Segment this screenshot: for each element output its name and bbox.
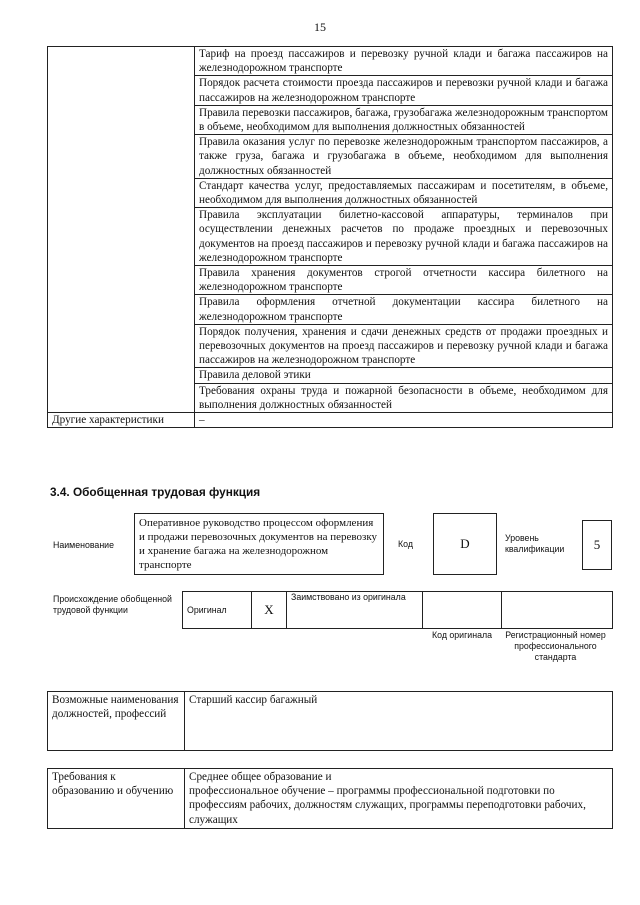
education-table — [47, 768, 613, 829]
name-label: Наименование — [53, 540, 114, 550]
requirement-cell: Правила эксплуатации билетно-кассовой аппаратуры, терминалов при осуществлении денежных расчетов по продаже проездных и перевозочных документов на проезд пассажиров и перевозку ручной клади и багажа пассажиров на железнодорожном транспорте — [195, 208, 613, 266]
page-number: 15 — [314, 20, 326, 34]
requirement-cell: Правила хранения документов строгой отчетности кассира билетного на железнодорожном транспорте — [195, 266, 613, 295]
education-value — [185, 769, 613, 829]
original-code-cell — [423, 592, 502, 629]
other-characteristics-label: Другие характеристики — [48, 413, 195, 428]
original-code-caption: Код оригинала — [432, 630, 492, 640]
education-line-2: профессиональное обучение – программы профессиональной подготовки по профессиям рабочих, должностям служащих, программы переподготовки рабочих, служащих — [189, 785, 586, 826]
original-mark: X — [252, 592, 287, 629]
requirement-cell: Правила оформления отчетной документации кассира билетного на железнодорожном транспорте — [195, 295, 613, 324]
original-label: Оригинал — [183, 592, 252, 629]
code-label: Код — [398, 539, 413, 549]
table-row — [48, 769, 613, 829]
origin-label: Происхождение обобщенной трудовой функции — [53, 594, 172, 615]
education-line-1: Среднее общее образование и — [189, 771, 332, 783]
requirement-cell: Правила деловой этики — [195, 368, 613, 383]
requirement-cell: Правила перевозки пассажиров, багажа, грузобагажа железнодорожным транспортом в объеме, необходимом для выполнения должностных обязанностей — [195, 105, 613, 134]
requirement-cell: Правила оказания услуг по перевозке железнодорожным транспортом пассажиров, а также груза, багажа и грузобагажа в объеме, необходимом для выполнения должностных обязанностей — [195, 135, 613, 179]
registration-number-cell — [502, 592, 613, 629]
registration-number-caption: Регистрационный номер профессионального стандарта — [505, 630, 606, 662]
positions-label: Возможные наименования должностей, профессий — [48, 692, 185, 751]
table-row — [48, 413, 613, 428]
table-row — [48, 692, 613, 751]
requirement-cell: Порядок расчета стоимости проезда пассажиров и перевозки ручной клади и багажа пассажиров на железнодорожном транспорте — [195, 76, 613, 105]
row-label-cell — [48, 47, 195, 413]
positions-value: Старший кассир багажный — [185, 692, 613, 751]
code-value: D — [433, 513, 497, 575]
other-characteristics-value: – — [195, 413, 613, 428]
requirement-cell: Тариф на проезд пассажиров и перевозку ручной клади и багажа пассажиров на железнодорожном транспорте — [195, 47, 613, 76]
qualification-level-value: 5 — [582, 520, 612, 570]
positions-table — [47, 691, 613, 751]
section-heading: 3.4. Обобщенная трудовая функция — [50, 485, 261, 499]
requirement-cell: Требования охраны труда и пожарной безопасности в объеме, необходимом для выполнения должностных обязанностей — [195, 383, 613, 412]
requirement-cell: Порядок получения, хранения и сдачи денежных средств от продажи проездных и перевозочных документов на проезд пассажиров и перевозку ручной клади и багажа пассажиров на железнодорожном транспорте — [195, 324, 613, 368]
function-name-value: Оперативное руководство процессом оформления и продажи перевозочных документов на перевозку и хранение багажа на железнодорожном транспорте — [134, 513, 384, 575]
table-row — [183, 592, 613, 629]
borrowed-label: Заимствовано из оригинала — [287, 592, 423, 629]
education-label: Требования к образованию и обучению — [48, 769, 185, 829]
origin-table — [182, 591, 613, 629]
qualification-level-label: Уровень квалификации — [505, 533, 565, 554]
requirement-cell: Стандарт качества услуг, предоставляемых пассажирам и посетителям, в объеме, необходимом для выполнения должностных обязанностей — [195, 178, 613, 207]
knowledge-requirements-table — [47, 46, 613, 428]
table-row — [48, 47, 613, 76]
